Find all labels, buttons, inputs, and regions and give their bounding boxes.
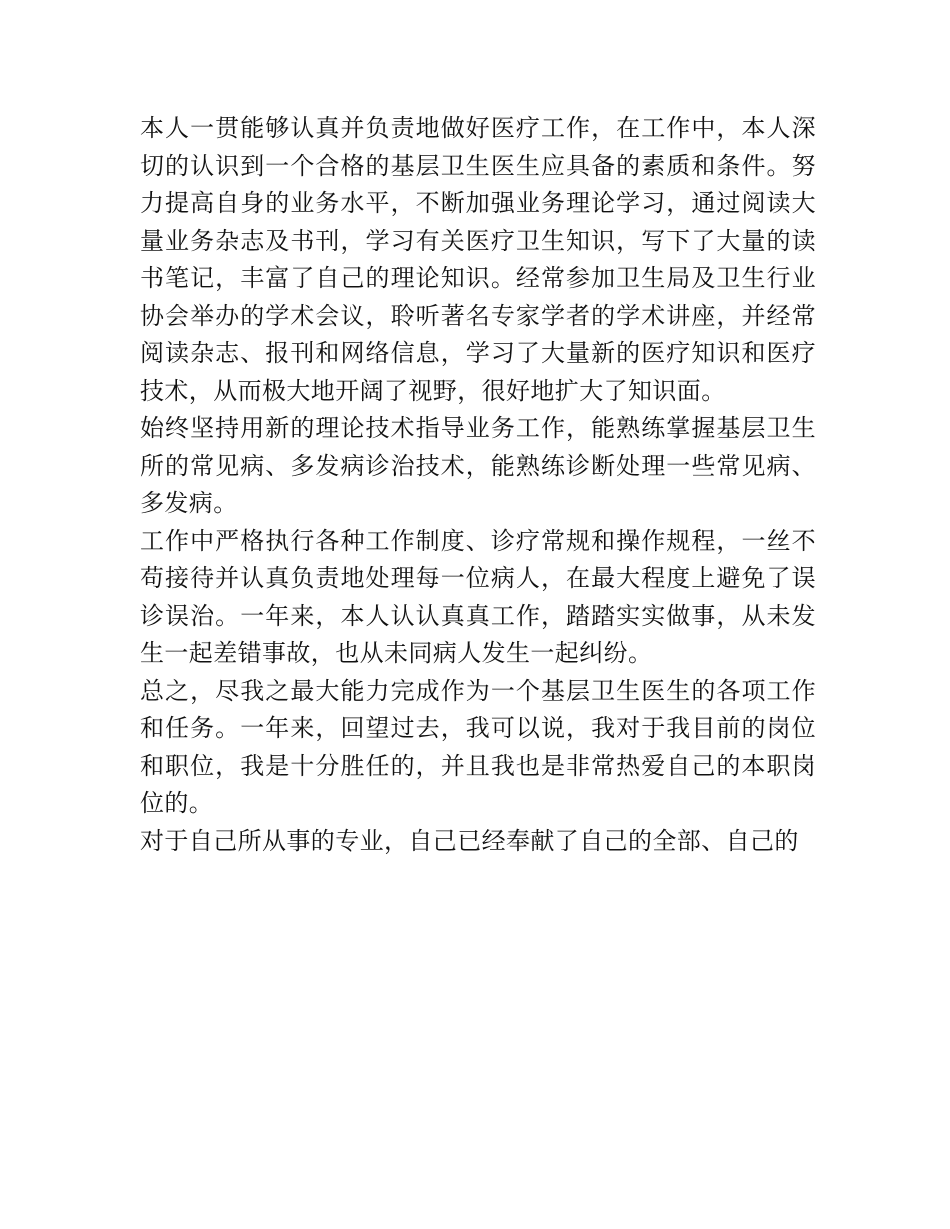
paragraph-3: 工作中严格执行各种工作制度、诊疗常规和操作规程，一丝不苟接待并认真负责地处理每一位病人，在最大程度上避免了误诊误治。一年来，本人认认真真工作，踏踏实实做事，从未发生一起差错事故，也从未同病人发生一起纠纷。: [140, 526, 816, 667]
document-body: [140, 110, 816, 860]
paragraph-1: 本人一贯能够认真并负责地做好医疗工作，在工作中，本人深切的认识到一个合格的基层卫生医生应具备的素质和条件。努力提高自身的业务水平，不断加强业务理论学习，通过阅读大量业务杂志及书刊，学习有关医疗卫生知识，写下了大量的读书笔记，丰富了自己的理论知识。经常参加卫生局及卫生行业协会举办的学术会议，聆听著名专家学者的学术讲座，并经常阅读杂志、报刊和网络信息，学习了大量新的医疗知识和医疗技术，从而极大地开阔了视野，很好地扩大了知识面。: [140, 114, 816, 405]
paragraph-2: 始终坚持用新的理论技术指导业务工作，能熟练掌握基层卫生所的常见病、多发病诊治技术，能熟练诊断处理一些常见病、多发病。: [140, 414, 816, 517]
paragraph-4: 总之，尽我之最大能力完成作为一个基层卫生医生的各项工作和任务。一年来，回望过去，我可以说，我对于我目前的岗位和职位，我是十分胜任的，并且我也是非常热爱自己的本职岗位的。: [140, 676, 816, 817]
paragraph-5: 对于自己所从事的专业，自己已经奉献了自己的全部、自己的: [140, 826, 799, 855]
